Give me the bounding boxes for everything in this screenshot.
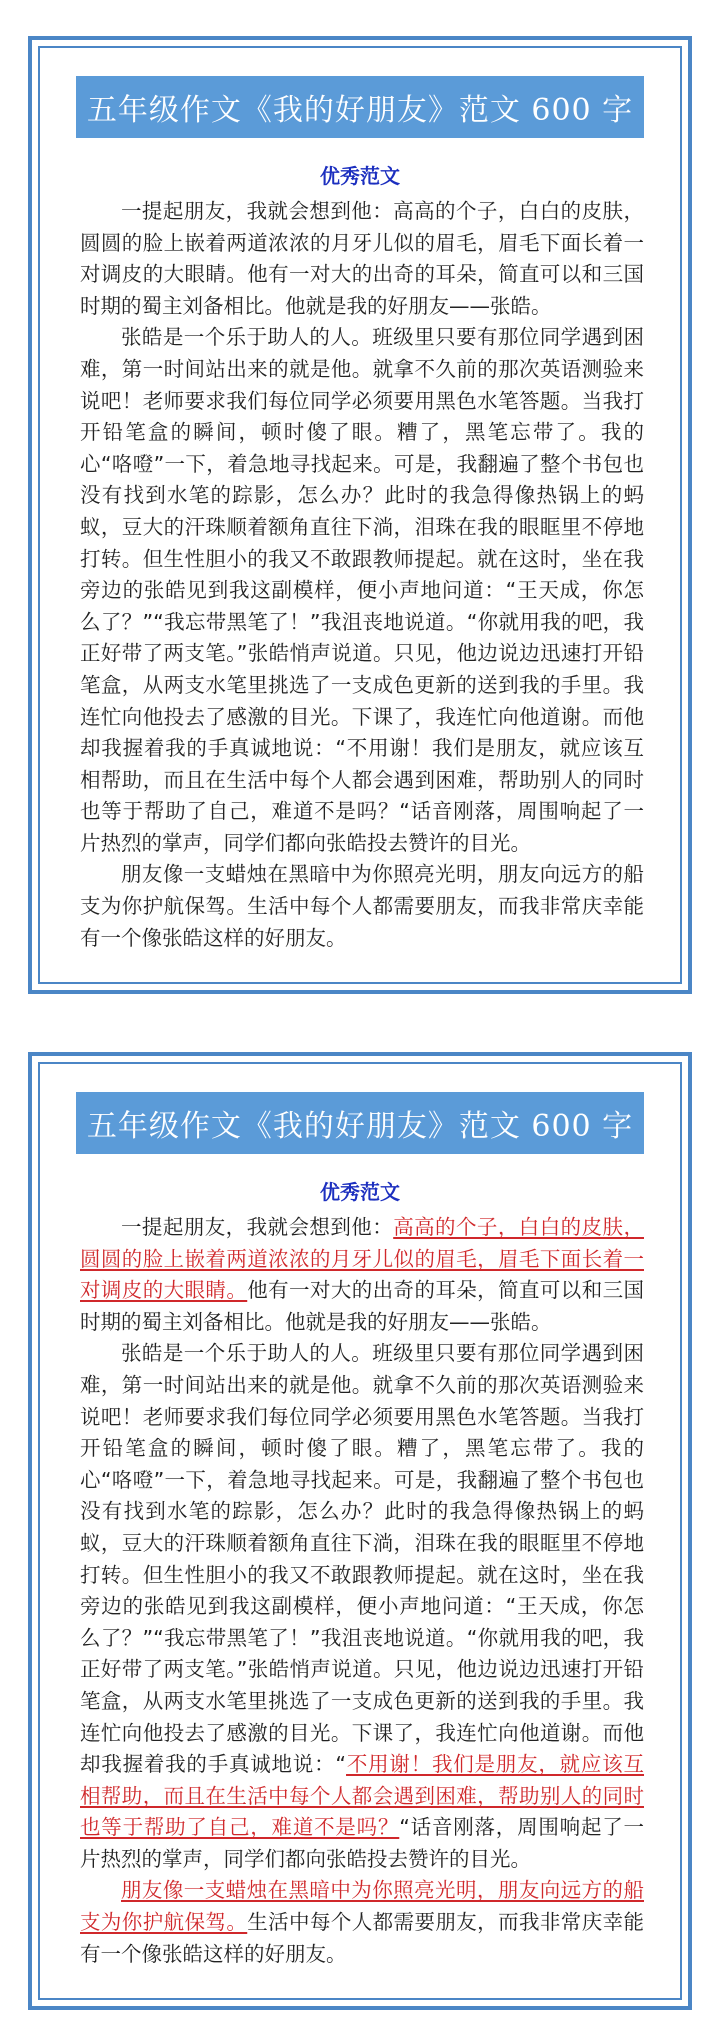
text-run: 他有一对大的出奇的耳朵，简直可以和三国时期的蜀主刘备相比。他就是我的好朋友——张皓。	[80, 1278, 645, 1334]
paragraph-2	[80, 1338, 644, 1875]
paragraph-3	[80, 1875, 644, 1970]
text-run: 张皓是一个乐于助人的人。班级里只要有那位同学遇到困难，第一时间站出来的就是他。就拿不久前的那次英语测验来说吧！老师要求我们每位同学必须要用黑色水笔答题。当我打开铅笔盒的瞬间，顿时傻了眼。糟了，黑笔忘带了。我的心“咯噔”一下，着急地寻找起来。可是，我翻遍了整个书包也没有找到水笔的踪影，怎么办？此时的我急得像热锅上的蚂蚁，豆大的汗珠顺着额角直往下淌，泪珠在我的眼眶里不停地打转。但生性胆小的我又不敢跟教师提起。就在这时，坐在我旁边的张皓见到我这副模样，便小声地问道：“王天成，你怎么了？”“我忘带黑笔了！”我沮丧地说道。“你就用我的吧，我正好带了两支笔。”张皓悄声说道。只见，他边说边迅速打开铅笔盒，从两支水笔里挑选了一支成色更新的送到我的手里。我连忙向他投去了感激的目光。下课了，我连忙向他道谢。而他却我握着我的手真诚地说：“	[80, 1341, 644, 1777]
text-run: 一提起朋友，我就会想到他：	[121, 1215, 394, 1239]
highlight-description: 高高的个子，白白的皮肤，圆圆的脸上嵌着两道浓浓的月牙儿似的眉毛，眉毛下面长着一对调皮的大眼睛。	[80, 1215, 644, 1303]
essay-card-annotated	[28, 1052, 692, 2010]
essay-body	[80, 196, 644, 954]
paragraph-1	[80, 1212, 644, 1338]
text-run: 生活中每个人都需要朋友，而我非常庆幸能有一个像张皓这样的好朋友。	[80, 1910, 645, 1966]
paragraph-3: 朋友像一支蜡烛在黑暗中为你照亮光明，朋友向远方的船支为你护航保驾。生活中每个人都需要朋友，而我非常庆幸能有一个像张皓这样的好朋友。	[80, 862, 644, 950]
paragraph-1: 一提起朋友，我就会想到他：高高的个子，白白的皮肤，圆圆的脸上嵌着两道浓浓的月牙儿似的眉毛，眉毛下面长着一对调皮的大眼睛。他有一对大的出奇的耳朵，简直可以和三国时期的蜀主刘备相比。他就是我的好朋友——张皓。	[80, 199, 644, 318]
highlight-metaphor: 朋友像一支蜡烛在黑暗中为你照亮光明，朋友向远方的船支为你护航保驾。	[80, 1878, 644, 1935]
card-inner-frame	[38, 46, 682, 984]
card-inner-frame	[38, 1062, 682, 2000]
text-run: “话音刚落，周围响起了一片热烈的掌声，同学们都向张皓投去赞许的目光。	[80, 1815, 645, 1871]
subtitle: 优秀范文	[320, 1180, 400, 1204]
essay-card-plain	[28, 36, 692, 994]
title-banner: 五年级作文《我的好朋友》范文 600 字	[76, 1092, 644, 1154]
title-banner: 五年级作文《我的好朋友》范文 600 字	[76, 76, 644, 138]
paragraph-2: 张皓是一个乐于助人的人。班级里只要有那位同学遇到困难，第一时间站出来的就是他。就拿不久前的那次英语测验来说吧！老师要求我们每位同学必须要用黑色水笔答题。当我打开铅笔盒的瞬间，顿时傻了眼。糟了，黑笔忘带了。我的心“咯噔”一下，着急地寻找起来。可是，我翻遍了整个书包也没有找到水笔的踪影，怎么办？此时的我急得像热锅上的蚂蚁，豆大的汗珠顺着额角直往下淌，泪珠在我的眼眶里不停地打转。但生性胆小的我又不敢跟教师提起。就在这时，坐在我旁边的张皓见到我这副模样，便小声地问道：“王天成，你怎么了？”“我忘带黑笔了！”我沮丧地说道。“你就用我的吧，我正好带了两支笔。”张皓悄声说道。只见，他边说边迅速打开铅笔盒，从两支水笔里挑选了一支成色更新的送到我的手里。我连忙向他投去了感激的目光。下课了，我连忙向他道谢。而他却我握着我的手真诚地说：“不用谢！我们是朋友，就应该互相帮助，而且在生活中每个人都会遇到困难，帮助别人的同时也等于帮助了自己，难道不是吗？“话音刚落，周围响起了一片热烈的掌声，同学们都向张皓投去赞许的目光。	[80, 325, 644, 855]
highlight-dialogue: 不用谢！我们是朋友，就应该互相帮助，而且在生活中每个人都会遇到困难，帮助别人的同时也等于帮助了自己，难道不是吗？	[80, 1752, 645, 1840]
subtitle: 优秀范文	[320, 164, 400, 188]
essay-body-annotated	[80, 1212, 644, 1970]
